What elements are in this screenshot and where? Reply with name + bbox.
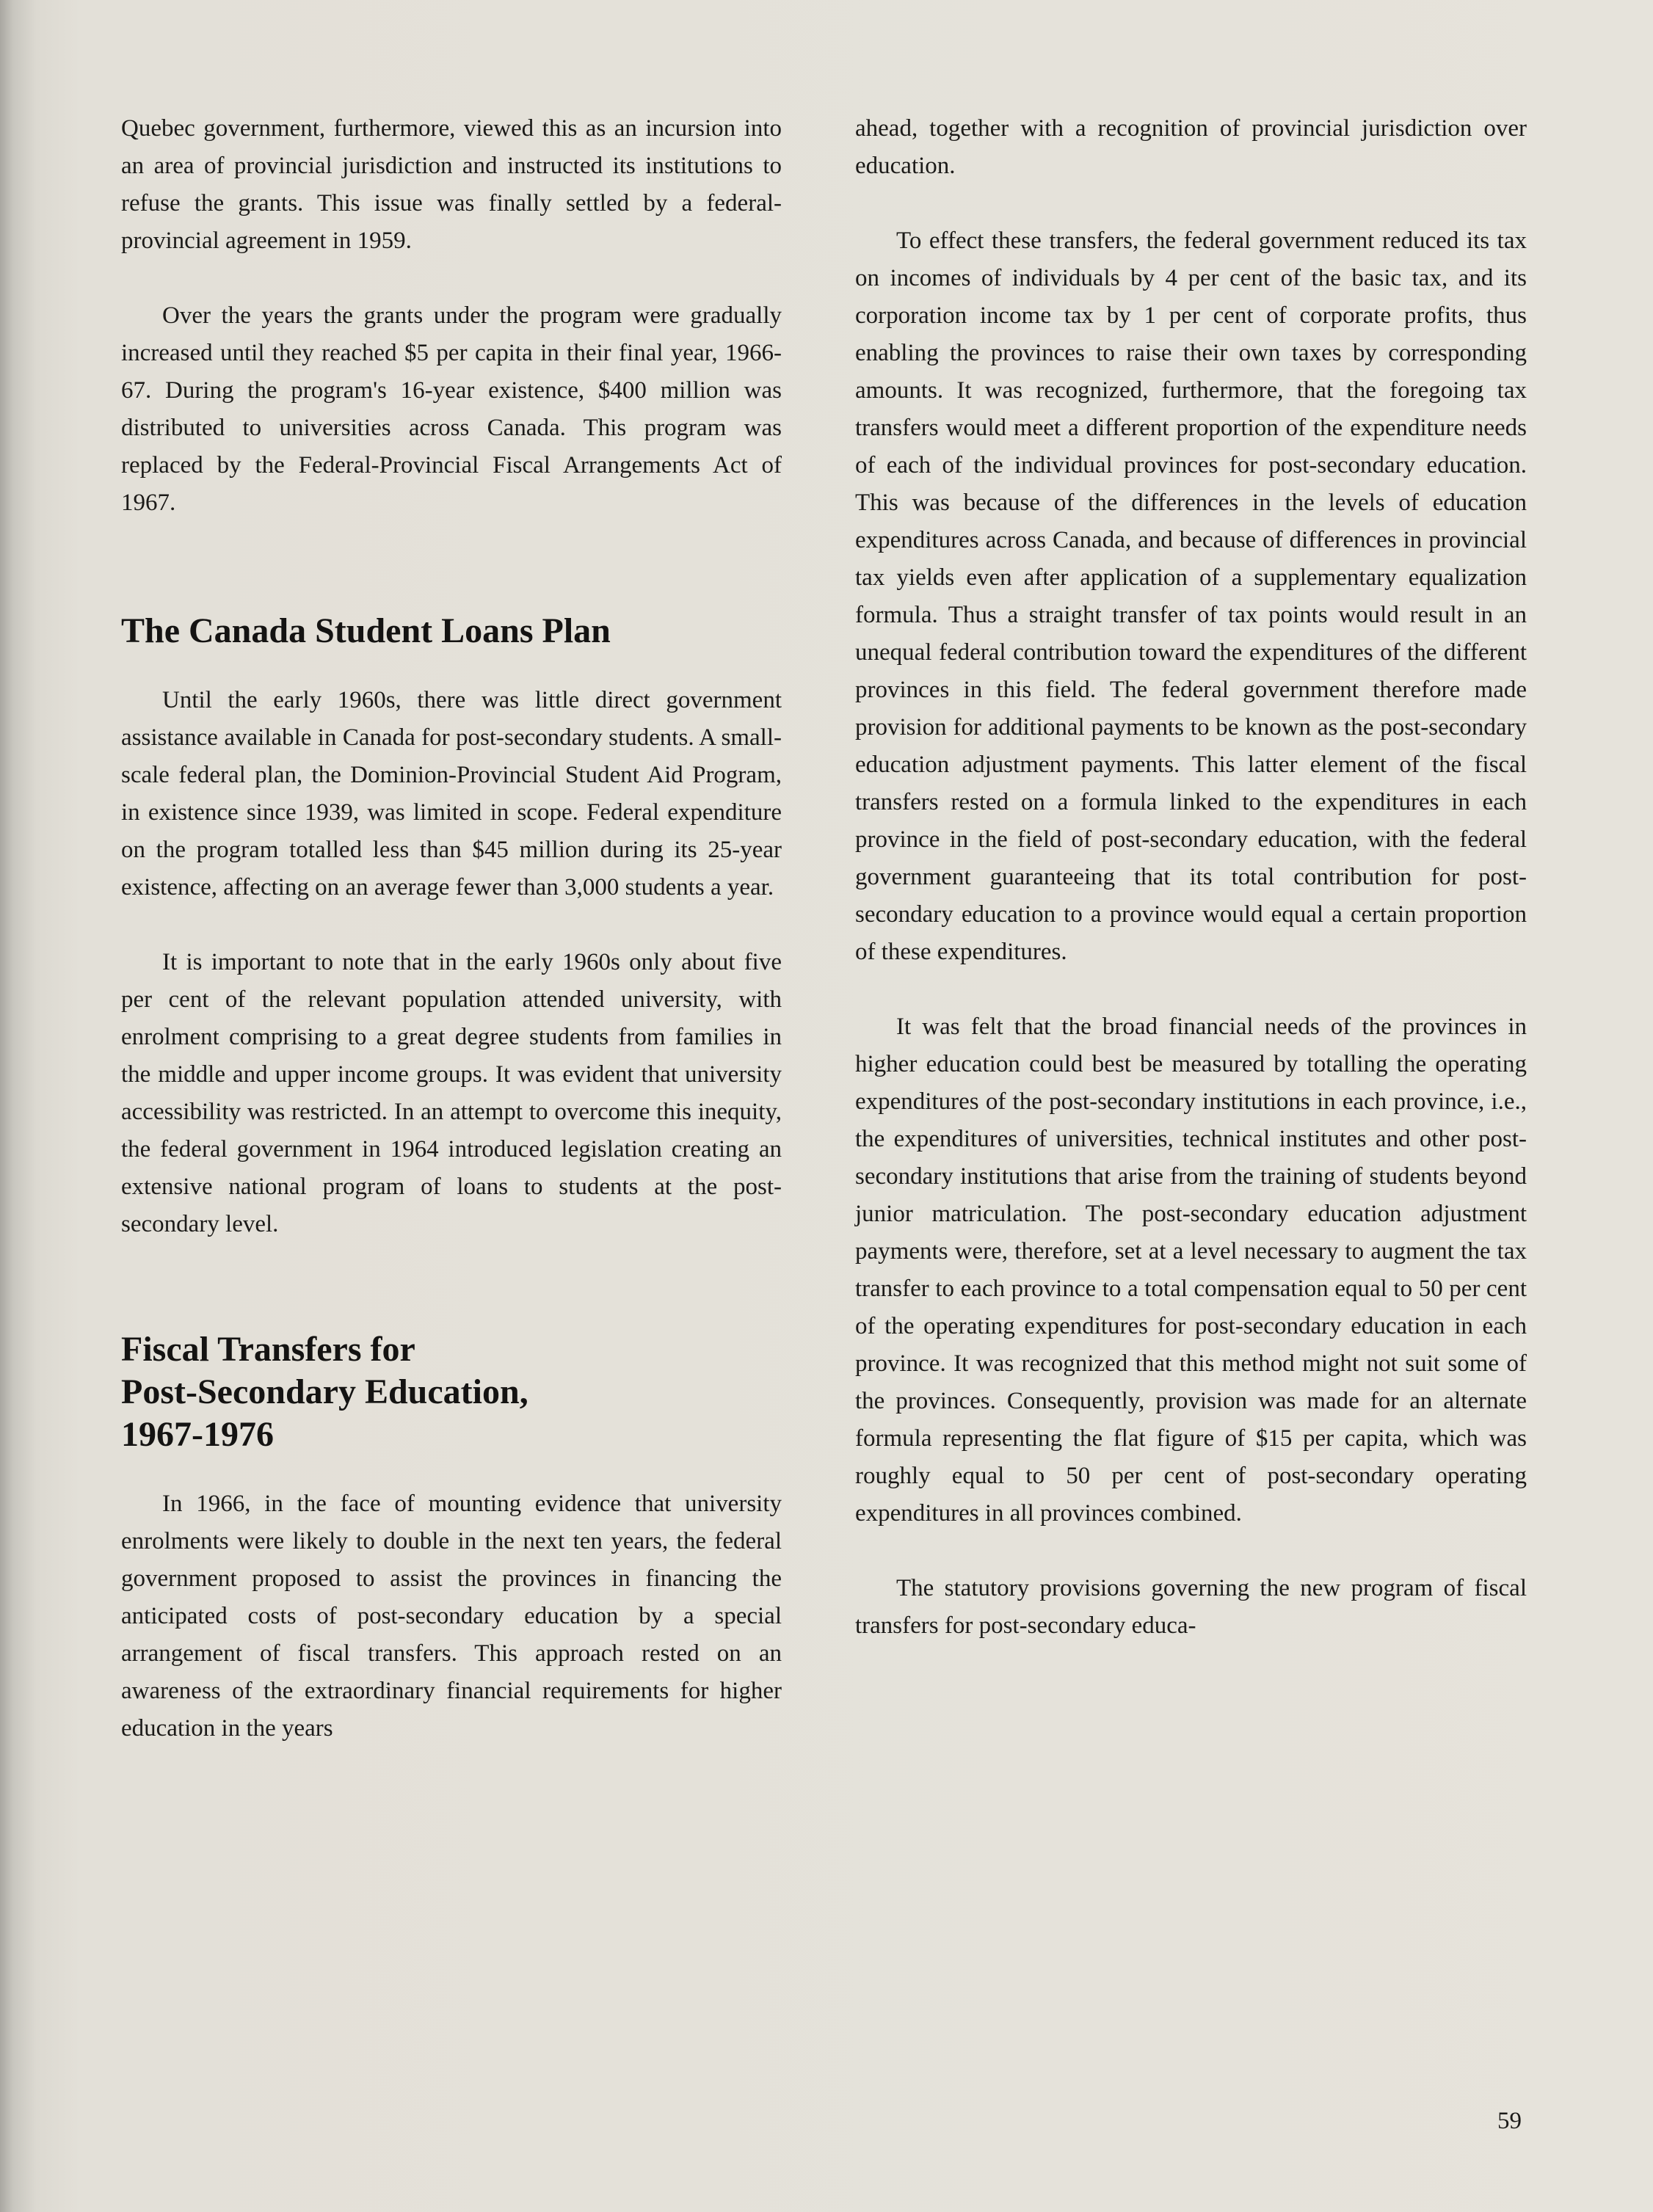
paragraph-gap [855,971,1527,1008]
paragraph: Quebec government, furthermore, viewed this as an incursion into an area of provincial jurisdiction and instructed its institutions to refuse the grants. This issue was finally settled by a federal-provincial agreement in 1959. [121,115,782,254]
section-heading-fiscal-transfers [121,1328,782,1456]
page-number: 59 [1497,2108,1522,2134]
paragraph: To effect these transfers, the federal government reduced its tax on incomes of individuals by 4 per cent of the basic tax, and its corporation income tax by 1 per cent of corporate profits, thus enabling the provinces to raise their own taxes by corresponding amounts. It was recognized, furthermore, that the foregoing tax transfers would meet a different proportion of the expenditure needs of each of the individual provinces for post-secondary education. This was because of the differences in the levels of education expenditures across Canada, and because of differences in provincial tax yields even after application of a supplementary equalization formula. Thus a straight transfer of tax points would result in an unequal federal contribution toward the expenditures of the different provinces in this field. The federal government therefore made provision for additional payments to be known as the post-secondary education adjustment payments. This latter element of the fiscal transfers rested on a formula linked to the expenditures in each province in the field of post-secondary education, with the federal government guaranteeing that its total contribution for post-secondary education to a province would equal a certain proportion of these expenditures. [855,228,1527,965]
heading-line: 1967-1976 [121,1415,274,1454]
paragraph: It was felt that the broad financial needs of the provinces in higher education could best be measured by totalling the operating expenditures of the post-secondary institutions in each province, i.e., the expenditures of universities, technical institutes and other post-secondary institutions that arise from the training of students beyond junior matriculation. The post-secondary education adjustment payments were, therefore, set at a level necessary to augment the tax transfer to each province to a total compensation equal to 50 per cent of the operating expenditures for post-secondary education in each province. It was recognized that this method might not suit some of the provinces. Consequently, provision was made for an alternate formula representing the flat figure of $15 per capita, which was roughly equal to 50 per cent of post-secondary operating expenditures in all provinces combined. [855,1014,1527,1527]
section-gap [121,1243,782,1328]
paragraph: In 1966, in the face of mounting evidence that university enrolments were likely to double in the next ten years, the federal government proposed to assist the provinces in financing the anticipated costs of post-secondary education by a special arrangement of fiscal transfers. This approach rested on an awareness of the extraordinary financial requirements for higher education in the years [121,1491,782,1742]
left-column [121,110,782,1747]
paragraph: Over the years the grants under the program were gradually increased until they reached $5 per capita in their final year, 1966-67. During the program's 16-year existence, $400 million was distributed to universities across Canada. This program was replaced by the Federal-Provincial Fiscal Arrangements Act of 1967. [121,302,782,516]
section-gap [121,522,782,610]
heading-line: Post-Secondary Education, [121,1372,528,1411]
heading-gap [121,1456,782,1485]
paragraph: It is important to note that in the early 1960s only about five per cent of the relevant population attended university, with enrolment comprising to a great degree students from families in the middle and upper income groups. It was evident that university accessibility was restricted. In an attempt to overcome this inequity, the federal government in 1964 introduced legislation creating an extensive national program of loans to students at the post-secondary level. [121,949,782,1237]
heading-gap [121,652,782,682]
paragraph-gap [121,260,782,297]
right-column [855,110,1527,1645]
section-heading-student-loans: The Canada Student Loans Plan [121,611,611,650]
paragraph: The statutory provisions governing the new program of fiscal transfers for post-secondary educa- [855,1575,1527,1639]
paragraph-gap [121,906,782,944]
paragraph: ahead, together with a recognition of provincial jurisdiction over education. [855,115,1527,179]
paragraph: Until the early 1960s, there was little direct government assistance available in Canada for post-secondary students. A small-scale federal plan, the Dominion-Provincial Student Aid Program, in existence since 1939, was limited in scope. Federal expenditure on the program totalled less than $45 million during its 25-year existence, affecting on an average fewer than 3,000 students a year. [121,687,782,901]
heading-line: Fiscal Transfers for [121,1330,415,1369]
paragraph-gap [855,1532,1527,1570]
paragraph-gap [855,185,1527,222]
